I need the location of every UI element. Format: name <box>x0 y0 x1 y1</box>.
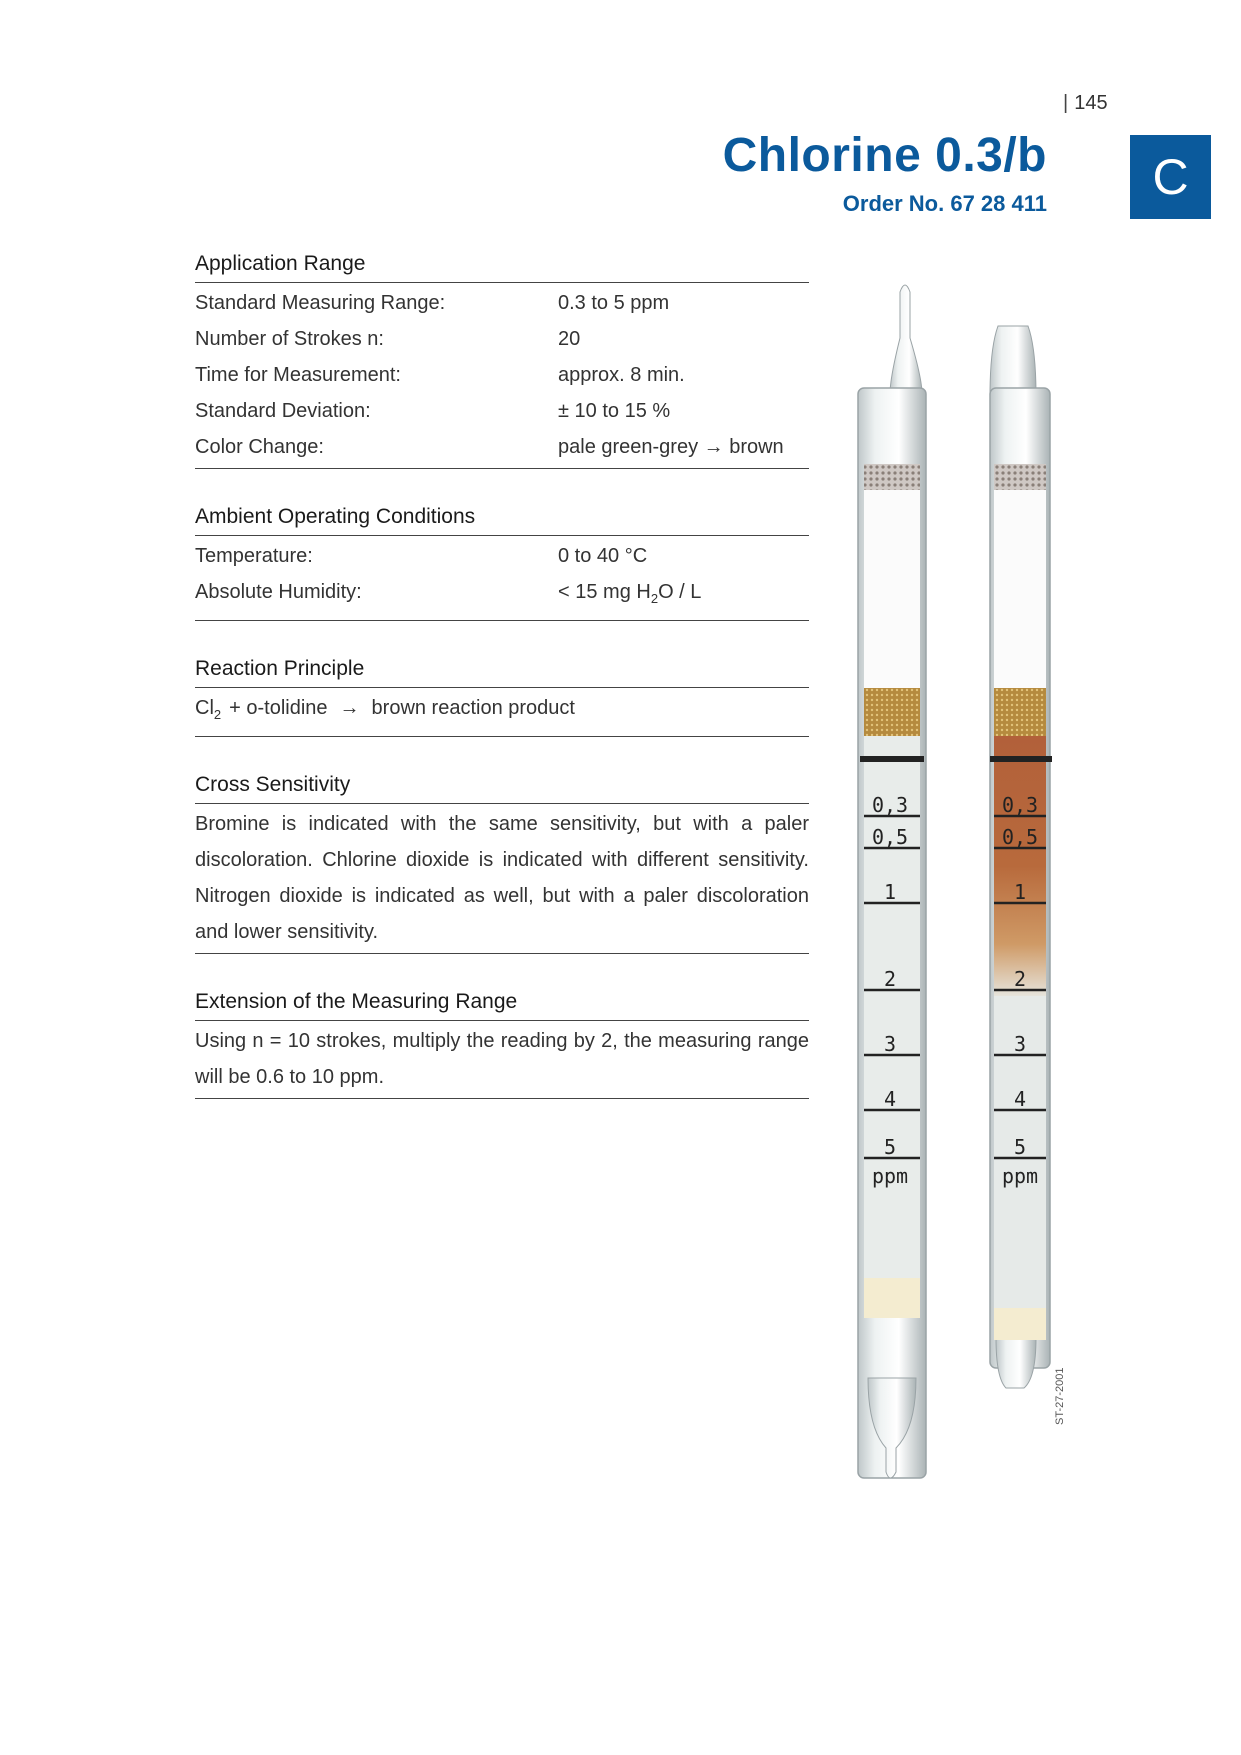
humidity-suffix: O / L <box>658 581 702 603</box>
order-number: Order No. 67 28 411 <box>842 191 1047 216</box>
scale-label: 0,3 <box>871 793 909 817</box>
spec-row <box>195 429 809 465</box>
scale-label: 4 <box>883 1087 897 1111</box>
tube-used <box>990 326 1052 1388</box>
content-column <box>195 252 809 1135</box>
scale-label: 2 <box>883 967 897 991</box>
spec-row <box>195 538 809 574</box>
spec-label: Color Change: <box>195 436 324 458</box>
scale-label: 5 <box>883 1135 897 1159</box>
reaction-reagent: + o-tolidine <box>229 697 328 719</box>
spec-row <box>195 357 809 393</box>
spec-label: Standard Deviation: <box>195 400 371 422</box>
humidity-subscript: 2 <box>650 591 659 606</box>
page-number: | 145 <box>1063 92 1108 115</box>
reactant-subscript: 2 <box>213 707 222 722</box>
scale-label: 0,5 <box>871 825 909 849</box>
spec-label: Number of Strokes n: <box>195 328 384 350</box>
spec-row <box>195 393 809 429</box>
spec-label: Temperature: <box>195 545 313 567</box>
scale-label: 0,5 <box>1001 825 1039 849</box>
scale-label: 4 <box>1013 1087 1027 1111</box>
cross-sensitivity-text: Bromine is indicated with the same sensitivity, but with a paler discoloration. Chlorine dioxide is indicated with different sensitivity. Nitrogen dioxide is indicated as well, but with a paler discoloration and lower sensitivity. <box>195 813 809 943</box>
section-heading: Application Range <box>195 252 809 283</box>
tube-fresh <box>858 285 926 1478</box>
scale-label: 3 <box>883 1032 897 1056</box>
application-range-section <box>195 252 809 469</box>
spec-value: pale green-grey → brown <box>558 436 784 458</box>
section-heading: Reaction Principle <box>195 657 809 688</box>
ambient-conditions-section <box>195 505 809 621</box>
reactant-symbol: Cl <box>195 697 214 719</box>
section-heading: Ambient Operating Conditions <box>195 505 809 536</box>
cross-sensitivity-section <box>195 773 809 954</box>
photo-credit: ST-27-2001 <box>1054 1367 1066 1425</box>
spec-value: 0 to 40 °C <box>558 545 648 567</box>
reaction-reactant <box>195 690 221 733</box>
scale-label: 3 <box>1013 1032 1027 1056</box>
page-title: Chlorine 0.3/b <box>722 129 1047 182</box>
spec-row <box>195 321 809 357</box>
arrow-icon: → <box>339 697 360 719</box>
spec-label: Absolute Humidity: <box>195 581 362 603</box>
spec-row <box>195 285 809 321</box>
spec-label: Standard Measuring Range: <box>195 292 446 314</box>
spec-value: approx. 8 min. <box>558 364 685 386</box>
scale-label: 0,3 <box>1001 793 1039 817</box>
spec-row <box>195 574 809 617</box>
scale-label: 2 <box>1013 967 1027 991</box>
section-heading: Extension of the Measuring Range <box>195 990 809 1021</box>
spec-value <box>558 574 701 617</box>
section-tab: C <box>1130 135 1211 219</box>
reaction-principle-section <box>195 657 809 737</box>
extension-text: Using n = 10 strokes, multiply the reading by 2, the measuring range will be 0.6 to 10 ppm. <box>195 1030 809 1088</box>
spec-value: 0.3 to 5 ppm <box>558 292 670 314</box>
detector-tubes-photo <box>850 278 1072 1488</box>
scale-unit: ppm <box>871 1164 909 1188</box>
spec-value: 20 <box>558 328 581 350</box>
extension-section <box>195 990 809 1099</box>
reaction-formula <box>195 690 809 733</box>
scale-label: 1 <box>883 880 897 904</box>
humidity-prefix: < 15 mg H <box>558 581 651 603</box>
spec-label: Time for Measurement: <box>195 364 401 386</box>
scale-label: 1 <box>1013 880 1027 904</box>
section-heading: Cross Sensitivity <box>195 773 809 804</box>
reaction-product: brown reaction product <box>371 697 575 719</box>
scale-label: 5 <box>1013 1135 1027 1159</box>
spec-value: ± 10 to 15 % <box>558 400 671 422</box>
scale-unit: ppm <box>1001 1164 1039 1188</box>
